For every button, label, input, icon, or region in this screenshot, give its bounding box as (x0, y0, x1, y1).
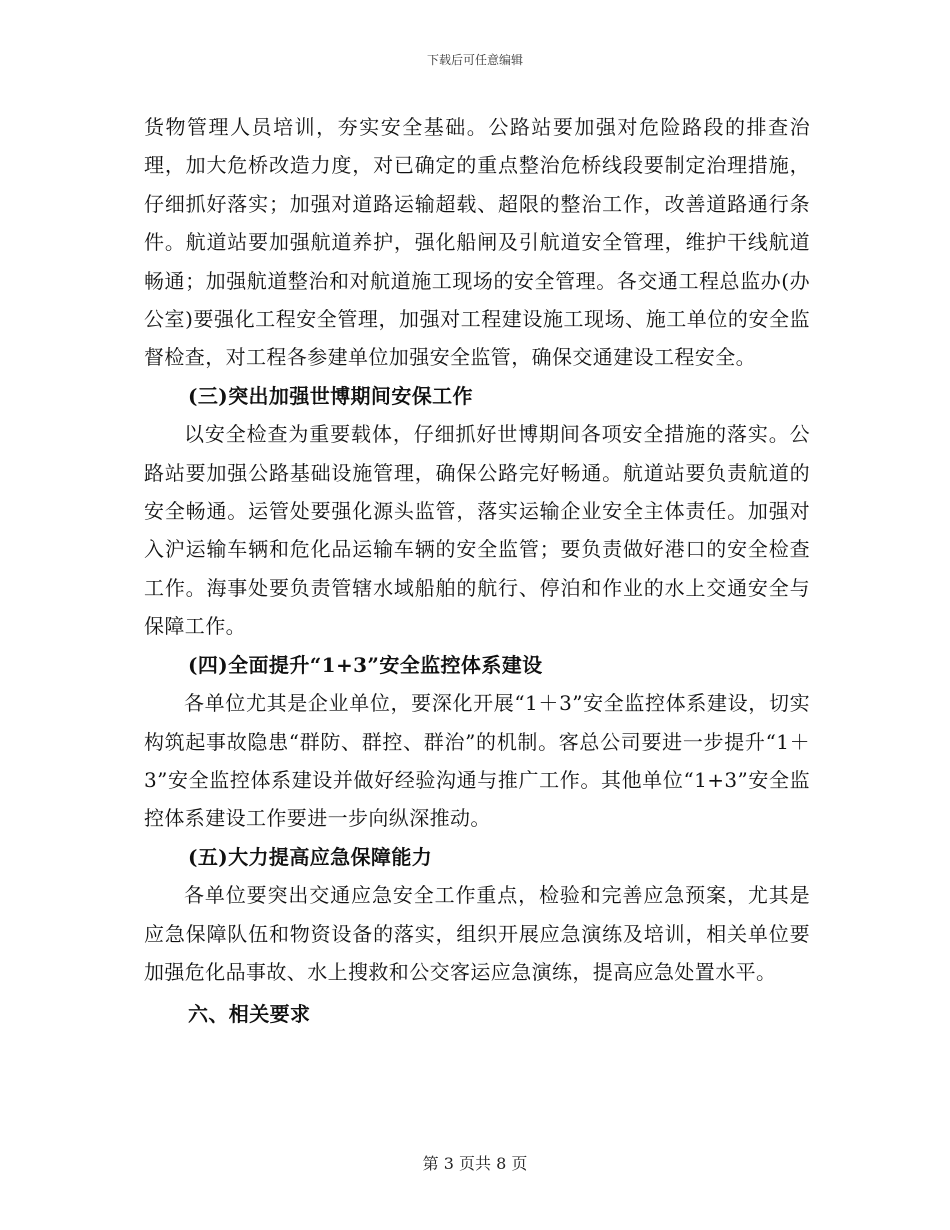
page-header: 下载后可任意编辑 (426, 53, 523, 67)
heading-5: (五)大力提高应急保障能力 (188, 844, 433, 869)
section-heading-6: 六、相关要求 (188, 1002, 311, 1027)
paragraph-3: 各单位尤其是企业单位，要深化开展“1＋3”安全监控体系建设，切实构筑起事故隐患“群防、群控、群治”的机制。客总公司要进一步提升“1＋3”安全监控体系建设并做好经验沟通与推广工作。其他单位“1+3”安全监控体系建设工作要进一步向纵深推动。 (144, 691, 810, 831)
paragraph-1: 货物管理人员培训，夯实安全基础。公路站要加强对危险路段的排查治理，加大危桥改造力度，对已确定的重点整治危桥线段要制定治理措施，仔细抓好落实；加强对道路运输超载、超限的整治工作，改善道路通行条件。航道站要加强航道养护，强化船闸及引航道安全管理，维护干线航道畅通；加强航道整治和对航道施工现场的安全管理。各交通工程总监办(办公室)要强化工程安全管理，加强对工程建设施工现场、施工单位的安全监督检查，对工程各参建单位加强安全监管，确保交通建设工程安全。 (144, 115, 810, 370)
document-body (144, 108, 810, 1034)
paragraph-2: 以安全检查为重要载体，仔细抓好世博期间各项安全措施的落实。公路站要加强公路基础设施管理，确保公路完好畅通。航道站要负责航道的安全畅通。运管处要强化源头监管，落实运输企业安全主体责任。加强对入沪运输车辆和危化品运输车辆的安全监管；要负责做好港口的安全检查工作。海事处要负责管辖水域船舶的航行、停泊和作业的水上交通安全与保障工作。 (144, 422, 810, 639)
heading-4: (四)全面提升“1+3”安全监控体系建设 (188, 652, 543, 677)
paragraph-4: 各单位要突出交通应急安全工作重点，检验和完善应急预案，尤其是应急保障队伍和物资设备的落实，组织开展应急演练及培训，相关单位要加强危化品事故、水上搜救和公交客运应急演练，提高应急处置水平。 (144, 883, 810, 984)
page-footer: 第 3 页共 8 页 (422, 1154, 528, 1173)
heading-3: (三)突出加强世博期间安保工作 (188, 383, 473, 408)
